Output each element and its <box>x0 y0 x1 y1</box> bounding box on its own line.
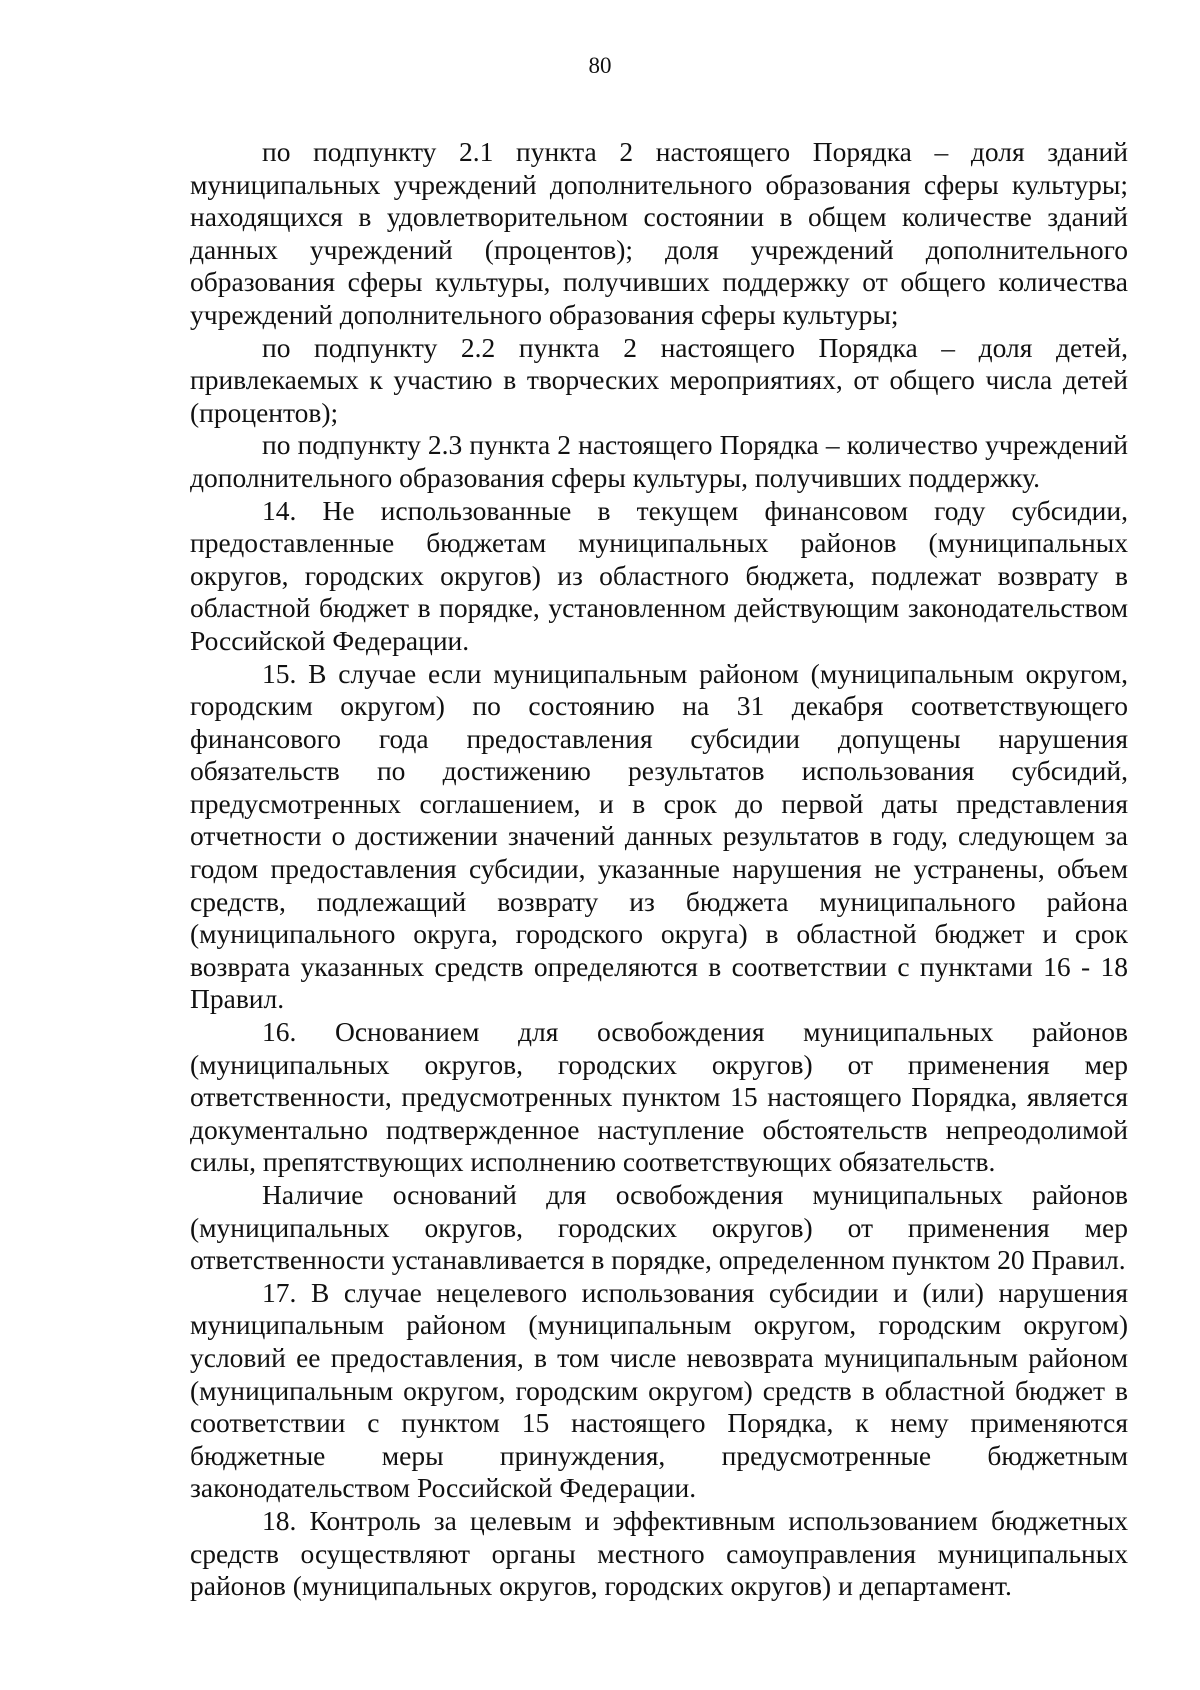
paragraph-clause-14: 14. Не использованные в текущем финансовом году субсидии, предоставленные бюджетам муниципальных районов (муниципальных округов, городских округов) из областного бюджета, подлежат возврату в областной бюджет в порядке, установленном действующим законодательством Российской Федерации. <box>190 494 1128 656</box>
paragraph-subitem-2-2: по подпункту 2.2 пункта 2 настоящего Порядка – доля детей, привлекаемых к участию в творческих мероприятиях, от общего числа детей (процентов); <box>190 331 1128 428</box>
paragraph-clause-17: 17. В случае нецелевого использования субсидии и (или) нарушения муниципальным районом (муниципальным округом, городским округом) условий ее предоставления, в том числе невозврата муниципальным районом (муниципальным округом, городским округом) средств в областной бюджет в соответствии с пунктом 15 настоящего Порядка, к нему применяются бюджетные меры принуждения, предусмотренные бюджетным законодательством Российской Федерации. <box>190 1276 1128 1504</box>
document-body <box>190 136 1128 1603</box>
paragraph-clause-18: 18. Контроль за целевым и эффективным использованием бюджетных средств осуществляют органы местного самоуправления муниципальных районов (муниципальных округов, городских округов) и департамент. <box>190 1504 1128 1602</box>
paragraph-subitem-2-1: по подпункту 2.1 пункта 2 настоящего Порядка – доля зданий муниципальных учреждений дополнительного образования сферы культуры; находящихся в удовлетворительном состоянии в общем количестве зданий данных учреждений (процентов); доля учреждений дополнительного образования сферы культуры, получивших поддержку от общего количества учреждений дополнительного образования сферы культуры; <box>190 136 1128 330</box>
paragraph-subitem-2-3: по подпункту 2.3 пункта 2 настоящего Порядка – количество учреждений дополнительного образования сферы культуры, получивших поддержку. <box>190 429 1128 493</box>
page-number: 80 <box>588 53 612 78</box>
paragraph-clause-15: 15. В случае если муниципальным районом (муниципальным округом, городским округом) по состоянию на 31 декабря соответствующего финансового года предоставления субсидии допущены нарушения обязательств по достижению результатов использования субсидий, предусмотренных соглашением, и в срок до первой даты представления отчетности о достижении значений данных результатов в году, следующем за годом предоставления субсидии, указанные нарушения не устранены, объем средств, подлежащий возврату из бюджета муниципального района (муниципального округа, городского округа) в областной бюджет и срок возврата указанных средств определяются в соответствии с пунктами 16 - 18 Правил. <box>190 657 1128 1015</box>
paragraph-clause-16: 16. Основанием для освобождения муниципальных районов (муниципальных округов, городских округов) от применения мер ответственности, предусмотренных пунктом 15 настоящего Порядка, является документально подтвержденное наступление обстоятельств непреодолимой силы, препятствующих исполнению соответствующих обязательств. <box>190 1016 1128 1178</box>
paragraph-clause-16-grounds: Наличие оснований для освобождения муниципальных районов (муниципальных округов, городских округов) от применения мер ответственности устанавливается в порядке, определенном пунктом 20 Правил. <box>190 1179 1128 1276</box>
